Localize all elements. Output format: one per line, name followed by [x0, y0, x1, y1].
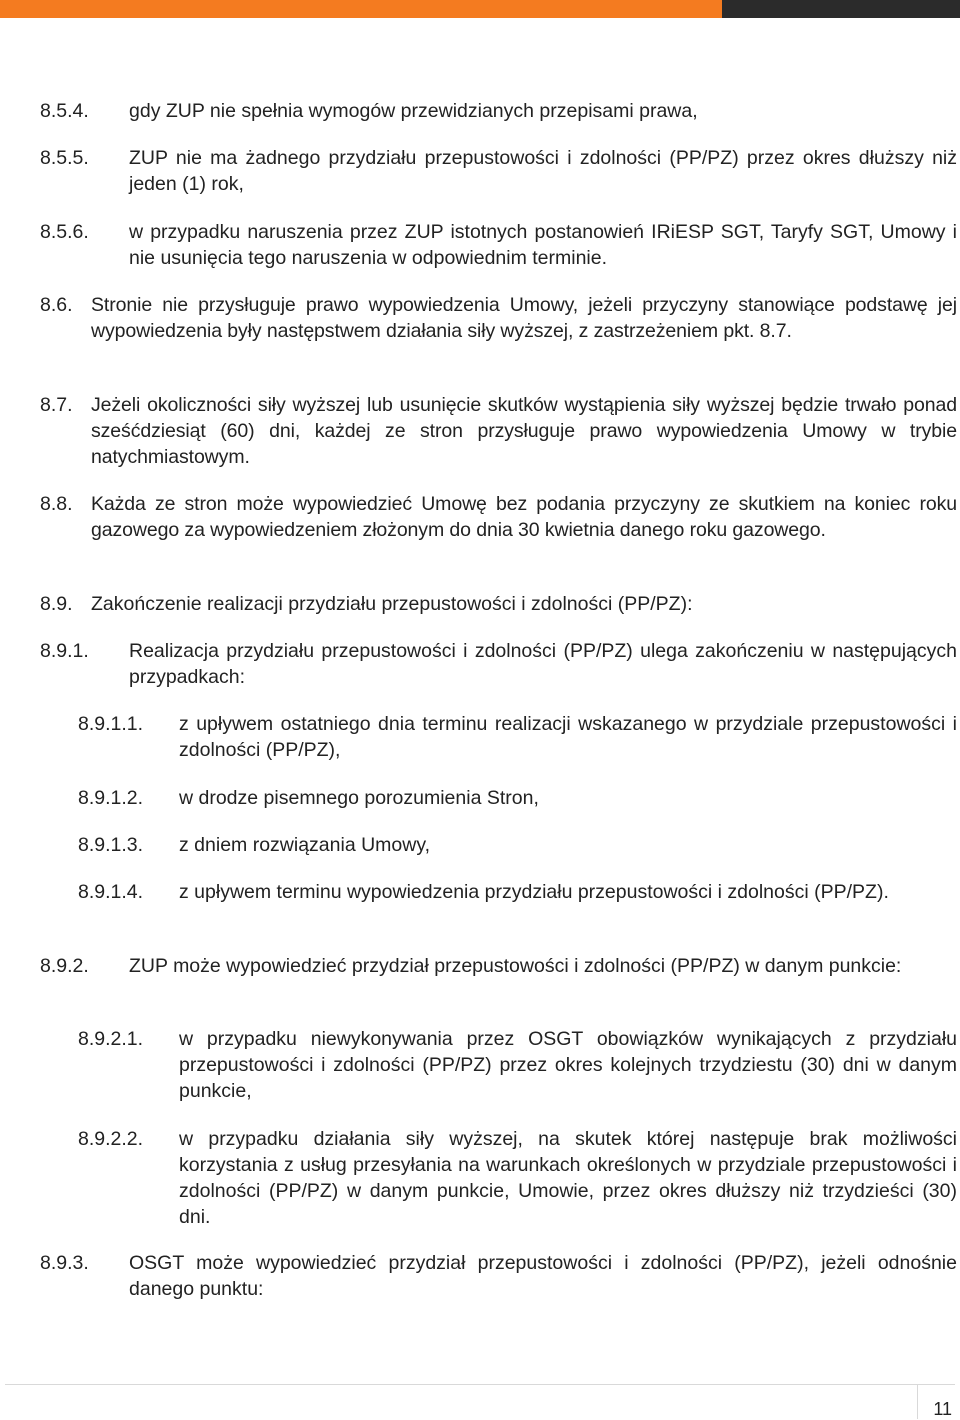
clause-8-9-1	[40, 638, 957, 690]
clause-text: Stronie nie przysługuje prawo wypowiedzenia Umowy, jeżeli przyczyny stanowiące podstawę jej wypowiedzenia były następstwem działania siły wyższej, z zastrzeżeniem pkt. 8.7.	[91, 294, 957, 342]
clause-8-9-2-2	[78, 1126, 957, 1230]
clause-text: Każda ze stron może wypowiedzieć Umowę bez podania przyczyny ze skutkiem na koniec roku gazowego za wypowiedzeniem złożonym do dnia 30 kwietnia danego roku gazowego.	[91, 493, 957, 541]
clause-text: w przypadku niewykonywania przez OSGT obowiązków wynikających z przydziału przepustowości i zdolności (PP/PZ) przez okres kolejnych trzydziestu (30) dni w danym punkcie,	[179, 1028, 957, 1102]
clause-8-5-5	[40, 145, 957, 197]
header-accent-stripe	[0, 0, 722, 18]
clause-text: ZUP może wypowiedzieć przydział przepustowości i zdolności (PP/PZ) w danym punkcie:	[129, 955, 902, 977]
clause-number: 8.9.1.4.	[78, 881, 144, 903]
clause-number: 8.9.3.	[40, 1252, 89, 1274]
clause-8-9	[40, 591, 957, 617]
clause-number: 8.9.2.1.	[78, 1028, 144, 1050]
clause-number: 8.9.2.2.	[78, 1128, 144, 1150]
clause-text: w przypadku działania siły wyższej, na skutek której następuje brak możliwości korzystania z usług przesyłania na warunkach określonych w przydziale przepustowości i zdolności (PP/PZ) w danym punkcie, Umowie, przez okres dłuższy niż trzydzieści (30) dni.	[179, 1128, 957, 1228]
clause-number: 8.5.4.	[40, 100, 89, 122]
clause-text: Realizacja przydziału przepustowości i zdolności (PP/PZ) ulega zakończeniu w następujących przypadkach:	[129, 640, 957, 688]
clause-number: 8.9.1.1.	[78, 713, 144, 735]
clause-number: 8.5.5.	[40, 147, 89, 169]
clause-8-9-1-4	[78, 879, 957, 905]
clause-text: z upływem ostatniego dnia terminu realizacji wskazanego w przydziale przepustowości i zdolności (PP/PZ),	[179, 713, 957, 761]
clause-number: 8.8.	[40, 493, 73, 515]
clause-text: Zakończenie realizacji przydziału przepustowości i zdolności (PP/PZ):	[91, 593, 693, 615]
page-number: 11	[933, 1399, 952, 1419]
clause-number: 8.9.1.2.	[78, 787, 144, 809]
clause-8-9-2	[40, 953, 957, 979]
clause-number: 8.9.1.3.	[78, 834, 144, 856]
clause-text: Jeżeli okoliczności siły wyższej lub usunięcie skutków wystąpienia siły wyższej będzie trwało ponad sześćdziesiąt (60) dni, każdej ze stron przysługuje prawo wypowiedzenia Umowy w trybie natychmiastowym.	[91, 394, 957, 468]
clause-text: OSGT może wypowiedzieć przydział przepustowości i zdolności (PP/PZ), jeżeli odnośnie danego punktu:	[129, 1252, 957, 1300]
clause-text: w przypadku naruszenia przez ZUP istotnych postanowień IRiESP SGT, Taryfy SGT, Umowy i nie usunięcia tego naruszenia w odpowiednim terminie.	[129, 221, 957, 269]
clause-8-5-4	[40, 98, 957, 124]
clause-8-9-1-1	[78, 711, 957, 763]
clause-number: 8.5.6.	[40, 221, 89, 243]
clause-text: z dniem rozwiązania Umowy,	[179, 834, 431, 856]
clause-text: ZUP nie ma żadnego przydziału przepustowości i zdolności (PP/PZ) przez okres dłuższy niż jeden (1) rok,	[129, 147, 957, 195]
clause-number: 8.7.	[40, 394, 73, 416]
clause-8-6	[40, 292, 957, 344]
clause-8-9-1-3	[78, 832, 957, 858]
clause-8-5-6	[40, 219, 957, 271]
clause-number: 8.9.	[40, 593, 73, 615]
clause-number: 8.9.2.	[40, 955, 89, 977]
clause-text: z upływem terminu wypowiedzenia przydziału przepustowości i zdolności (PP/PZ).	[179, 881, 889, 903]
clause-number: 8.9.1.	[40, 640, 89, 662]
clause-8-7	[40, 392, 957, 470]
clause-8-8	[40, 491, 957, 543]
clause-text: gdy ZUP nie spełnia wymogów przewidzianych przepisami prawa,	[129, 100, 698, 122]
footer-rule	[5, 1384, 955, 1385]
header-dark-stripe	[722, 0, 960, 18]
clause-8-9-3	[40, 1250, 957, 1302]
header-bar	[0, 0, 960, 18]
clause-text: w drodze pisemnego porozumienia Stron,	[179, 787, 539, 809]
clause-number: 8.6.	[40, 294, 73, 316]
clause-8-9-2-1	[78, 1026, 957, 1104]
clause-8-9-1-2	[78, 785, 957, 811]
